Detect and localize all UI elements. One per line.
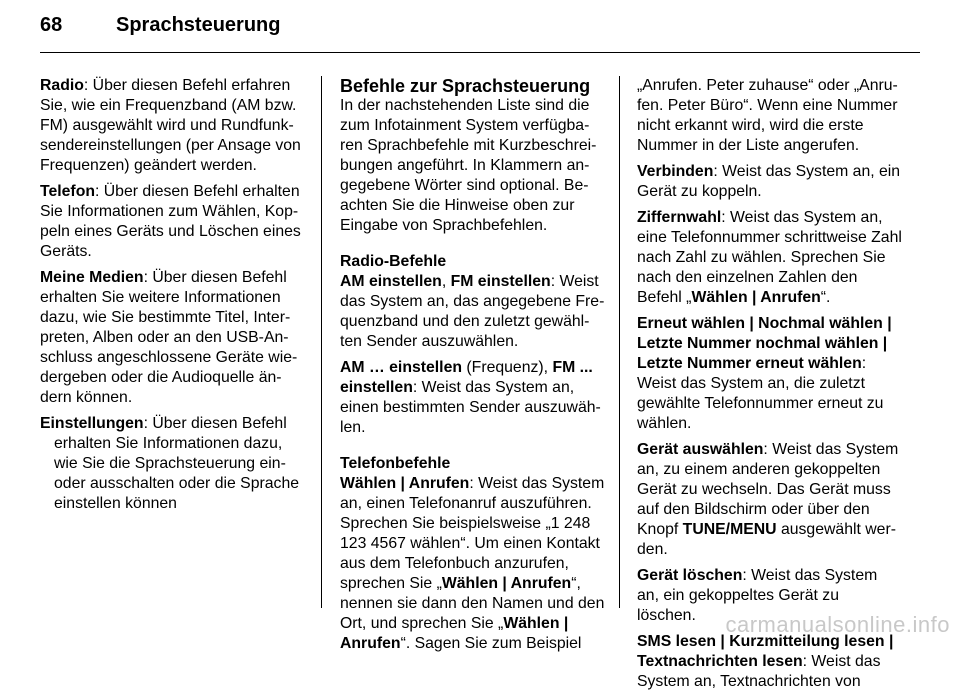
entry-waehlen-anrufen: Wählen | Anrufen: Weist das System an, einen Telefonanruf auszuführen. Sprechen Sie beispielsweise „1 248 123 4567 wählen“. Um einen Kontakt aus dem Telefonbuch anzurufen, sprechen Sie „Wählen | Anrufen“, nennen sie dann den Namen und den Ort, und sprechen Sie „Wählen | Anrufen“. Sagen Sie zum Beispiel [340, 475, 605, 652]
entry-erneut-waehlen: Erneut wählen | Nochmal wählen | Letzte Nummer nochmal wählen | Letzte Nummer erneut wählen: Weist das System an, die zuletzt gewählte Telefonnummer erneut zu wählen. [637, 315, 892, 432]
column-1 [40, 76, 305, 520]
phone-commands-heading: Telefonbefehle [340, 455, 451, 472]
section-heading: Befehle zur Sprachsteuerung [340, 76, 591, 96]
entry-verbinden: Verbinden: Weist das System an, ein Gerät zu koppeln. [637, 163, 901, 200]
column-2 [340, 76, 605, 660]
entry-meine-medien: Meine Medien: Über diesen Befehl erhalten Sie weitere Informationen dazu, wie Sie bestimmte Titel, Interpreten, Alben oder an den USB-Anschluss angeschlossene Geräte wiedergeben oder die Audioquelle ändern können. [40, 269, 298, 406]
page-title: Sprachsteuerung [116, 14, 281, 36]
header-rule [40, 52, 920, 53]
entry-telefon: Telefon: Über diesen Befehl erhalten Sie Informationen zum Wählen, Koppeln eines Geräts und Löschen eines Geräts. [40, 183, 301, 260]
intro-paragraph: In der nachstehenden Liste sind die zum Infotainment System verfügbaren Sprachbefehle mit Kurzbeschreibungen angeführt. In Klammern angegebene Wörter sind optional. Beachten Sie die Hinweise oben zur Eingabe von Sprachbefehlen. [340, 97, 597, 234]
entry-am-fm-einstellen: AM einstellen, FM einstellen: Weist das System an, das angegebene Frequenzband und den zuletzt gewählten Sender auszuwählen. [340, 273, 605, 350]
column-divider-1 [321, 76, 322, 608]
watermark: carmanualsonline.info [725, 612, 950, 637]
entry-geraet-auswaehlen: Gerät auswählen: Weist das System an, zu einem anderen gekoppelten Gerät zu wechseln. Das Gerät muss auf den Bildschirm oder über den Knopf TUNE/MENU ausgewählt werden. [637, 441, 899, 558]
entry-ziffernwahl: Ziffernwahl: Weist das System an, eine Telefonnummer schrittweise Zahl nach Zahl zu wählen. Sprechen Sie nach den einzelnen Zahlen den Befehl „Wählen | Anrufen“. [637, 209, 902, 306]
entry-radio: Radio: Über diesen Befehl erfahren Sie, wie ein Frequenzband (AM bzw. FM) ausgewählt wird und Rundfunksendereinstellungen (per Ansage von Frequenzen) geändert werden. [40, 77, 301, 174]
column-3 [637, 76, 902, 698]
page-number: 68 [40, 14, 63, 36]
radio-commands-heading: Radio-Befehle [340, 253, 447, 270]
entry-einstellungen: Einstellungen: Über diesen Befehl erhalten Sie Informationen dazu, wie Sie die Sprachsteuerung ein- oder ausschalten oder die Sprache einstellen können [40, 415, 300, 512]
entry-sms-lesen: SMS lesen | Kurzmitteilung lesen | Textnachrichten lesen: Weist das System an, Textnachrichten von [637, 633, 894, 690]
page-header [40, 14, 280, 37]
continuation-paragraph: „Anrufen. Peter zuhause“ oder „Anrufen. Peter Büro“. Wenn eine Nummer nicht erkannt wird, wird die erste Nummer in der Liste angerufen. [637, 77, 898, 154]
column-divider-2 [619, 76, 620, 608]
entry-geraet-loeschen: Gerät löschen: Weist das System an, ein gekoppeltes Gerät zu löschen. [637, 567, 878, 624]
entry-frequenz-einstellen: AM … einstellen (Frequenz), FM ... einstellen: Weist das System an, einen bestimmten Sender auszuwählen. [340, 359, 601, 436]
